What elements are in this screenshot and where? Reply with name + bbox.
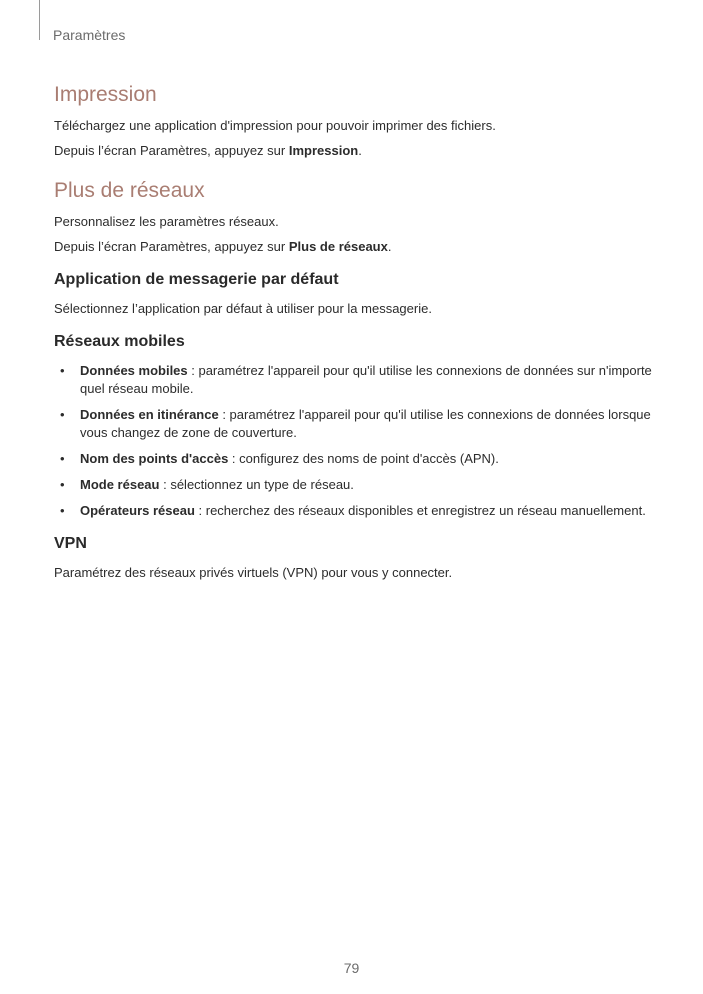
instruction-suffix: . bbox=[358, 143, 362, 158]
impression-description: Téléchargez une application d'impression pour pouvoir imprimer des fichiers. bbox=[54, 118, 496, 133]
header-rule bbox=[39, 0, 40, 40]
item-term: Opérateurs réseau bbox=[80, 503, 195, 518]
mobile-networks-list bbox=[54, 362, 654, 520]
subsection-title-default-messaging: Application de messagerie par défaut bbox=[54, 271, 339, 288]
item-term: Nom des points d'accès bbox=[80, 451, 229, 466]
section-title-more-networks: Plus de réseaux bbox=[54, 179, 205, 202]
list-item bbox=[54, 406, 654, 442]
item-text: : paramétrez l'appareil pour qu'il utilise les connexions de données lorsque vous changez de zone de couverture. bbox=[80, 407, 651, 440]
subsection-title-vpn: VPN bbox=[54, 535, 87, 552]
item-text: : paramétrez l'appareil pour qu'il utilise les connexions de données sur n'importe quel réseau mobile. bbox=[80, 363, 652, 396]
impression-instruction bbox=[54, 142, 654, 160]
item-text: : configurez des noms de point d'accès (APN). bbox=[228, 451, 499, 466]
list-item bbox=[54, 362, 654, 398]
instruction-bold: Impression bbox=[288, 143, 359, 158]
item-term: Données en itinérance bbox=[80, 407, 219, 422]
instruction-suffix: . bbox=[387, 239, 392, 254]
item-text: : sélectionnez un type de réseau. bbox=[159, 477, 354, 492]
bullet-icon: • bbox=[60, 407, 65, 422]
item-term: Données mobiles bbox=[80, 363, 188, 378]
bullet-icon: • bbox=[60, 503, 65, 518]
section-title-impression: Impression bbox=[54, 83, 157, 106]
instruction-bold: Plus de réseaux bbox=[288, 239, 388, 254]
item-term: Mode réseau bbox=[80, 477, 160, 492]
subsection-title-mobile-networks: Réseaux mobiles bbox=[54, 333, 185, 350]
item-text: : recherchez des réseaux disponibles et enregistrez un réseau manuellement. bbox=[194, 503, 646, 518]
more-networks-instruction bbox=[54, 238, 654, 256]
bullet-icon: • bbox=[60, 363, 65, 378]
vpn-description: Paramétrez des réseaux privés virtuels (VPN) pour vous y connecter. bbox=[54, 565, 453, 580]
default-messaging-description: Sélectionnez l’application par défaut à utiliser pour la messagerie. bbox=[54, 301, 432, 316]
list-item bbox=[54, 476, 654, 494]
instruction-prefix: Depuis l’écran Paramètres, appuyez sur bbox=[54, 239, 289, 254]
list-item bbox=[54, 502, 654, 520]
bullet-icon: • bbox=[60, 477, 65, 492]
instruction-prefix: Depuis l’écran Paramètres, appuyez sur bbox=[54, 143, 289, 158]
page-content bbox=[54, 82, 654, 589]
page-number: 79 bbox=[343, 960, 360, 976]
list-item bbox=[54, 450, 654, 468]
running-header: Paramètres bbox=[53, 27, 126, 43]
bullet-icon: • bbox=[60, 451, 65, 466]
more-networks-description: Personnalisez les paramètres réseaux. bbox=[54, 214, 279, 229]
